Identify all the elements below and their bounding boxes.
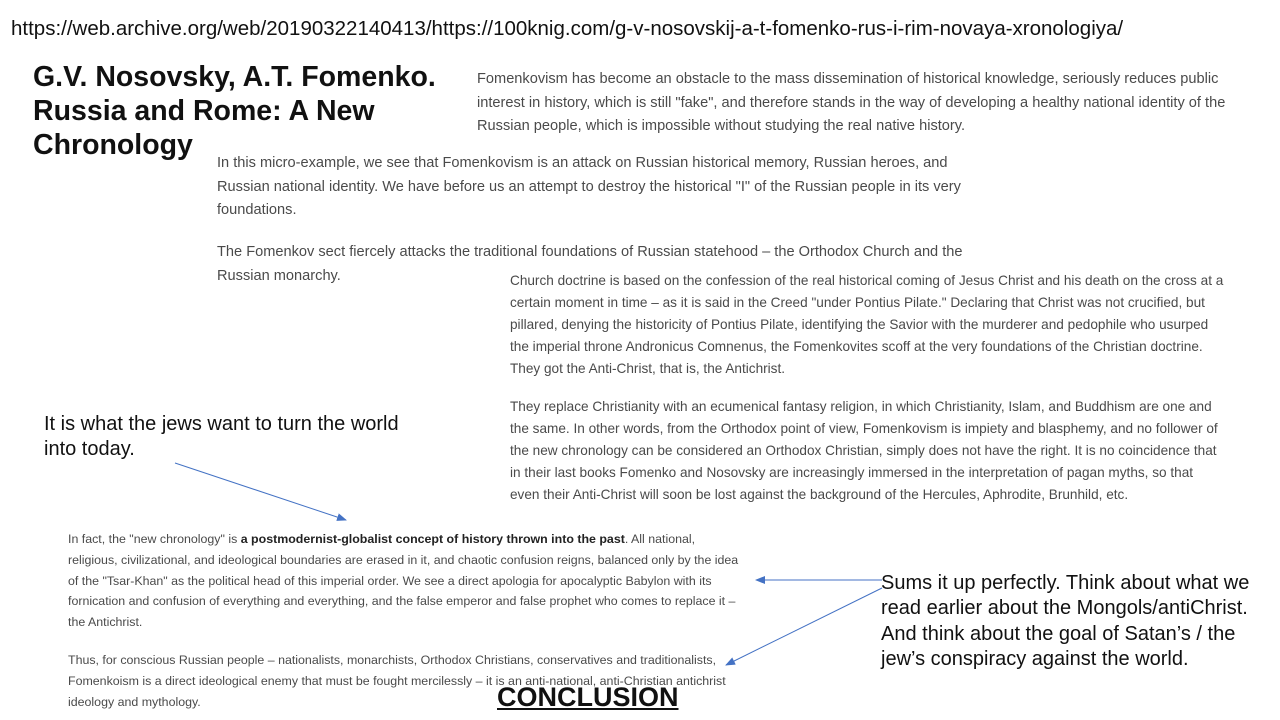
p6-bold: a postmodernist-globalist concept of history thrown into the past (240, 532, 625, 546)
p6-end: . All national, religious, civilizational, and ideological boundaries are erased in it, and chaotic confusion reigns, balanced only by the idea of the "Tsar-Khan" as the political head of this imperial order. We see a direct apologia for apocalyptic Babylon with its fornication and confusion of everything and everything, and the false emperor and false prophet who comes to replace it – the Antichrist. (68, 532, 739, 630)
arrow-left-note (175, 463, 346, 520)
arrow-right-note-2 (726, 588, 882, 665)
paragraph-obstacle: Fomenkovism has become an obstacle to the mass dissemination of historical knowledge, seriously reduces public interest in history, which is still "fake", and therefore stands in the way of developing a healthy national identity of the Russian people, which is impossible without studying the real native history. (477, 71, 1226, 134)
page-title: G.V. Nosovsky, A.T. Fomenko. Russia and Rome: A New Chronology (33, 61, 436, 161)
conclusion-heading: CONCLUSION (497, 682, 679, 712)
paragraph-sect: The Fomenkov sect fiercely attacks the traditional foundations of Russian statehood – the Orthodox Church and the Russian monarchy. (217, 244, 963, 284)
archive-url[interactable]: https://web.archive.org/web/20190322140413/https://100knig.com/g-v-nosovskij-a-t-fomenko-rus-i-rim-novaya-xronologiya/ (11, 17, 1124, 40)
annotation-left: It is what the jews want to turn the world into today. (44, 413, 399, 460)
paragraph-thus: Thus, for conscious Russian people – nationalists, monarchists, Orthodox Christians, conservatives and traditionalists, Fomenkoism is a direct ideological enemy that must be fought mercilessly – it is an anti-national, anti-Christian antichrist ideology and mythology. (68, 653, 726, 709)
paragraph-ecumenical: They replace Christianity with an ecumenical fantasy religion, in which Christianity, Islam, and Buddhism are one and the same. In other words, from the Orthodox point of view, Fomenkovism is impiety and blasphemy, and no follower of the new chronology can be considered an Orthodox Christian, simply does not have the right. It is no coincidence that in their last books Fomenko and Nosovsky are increasingly immersed in the interpretation of pagan myths, so that even their Anti-Christ will soon be lost against the background of the Hercules, Aphrodite, Brunhild, etc. (510, 399, 1218, 502)
annotation-right: Sums it up perfectly. Think about what we read earlier about the Mongols/antiChrist. And think about the goal of Satan’s / the jew’s conspiracy against the world. (881, 572, 1250, 670)
p6-start: In fact, the "new chronology" is (68, 532, 241, 546)
paragraph-micro-example: In this micro-example, we see that Fomenkovism is an attack on Russian historical memory, Russian heroes, and Russian national identity. We have before us an attempt to destroy the historical "I" of the Russian people in its very foundations. (217, 155, 961, 218)
paragraph-church-doctrine: Church doctrine is based on the confession of the real historical coming of Jesus Christ and his death on the cross at a certain moment in time – as it is said in the Creed "under Pontius Pilate." Declaring that Christ was not crucified, but pillared, denying the historicity of Pontius Pilate, identifying the Savior with the murderer and pedophile who usurped the imperial throne Andronicus Comnenus, the Fomenkovites scoff at the very foundations of the Christian doctrine. They got the Anti-Christ, that is, the Antichrist. (510, 273, 1224, 376)
